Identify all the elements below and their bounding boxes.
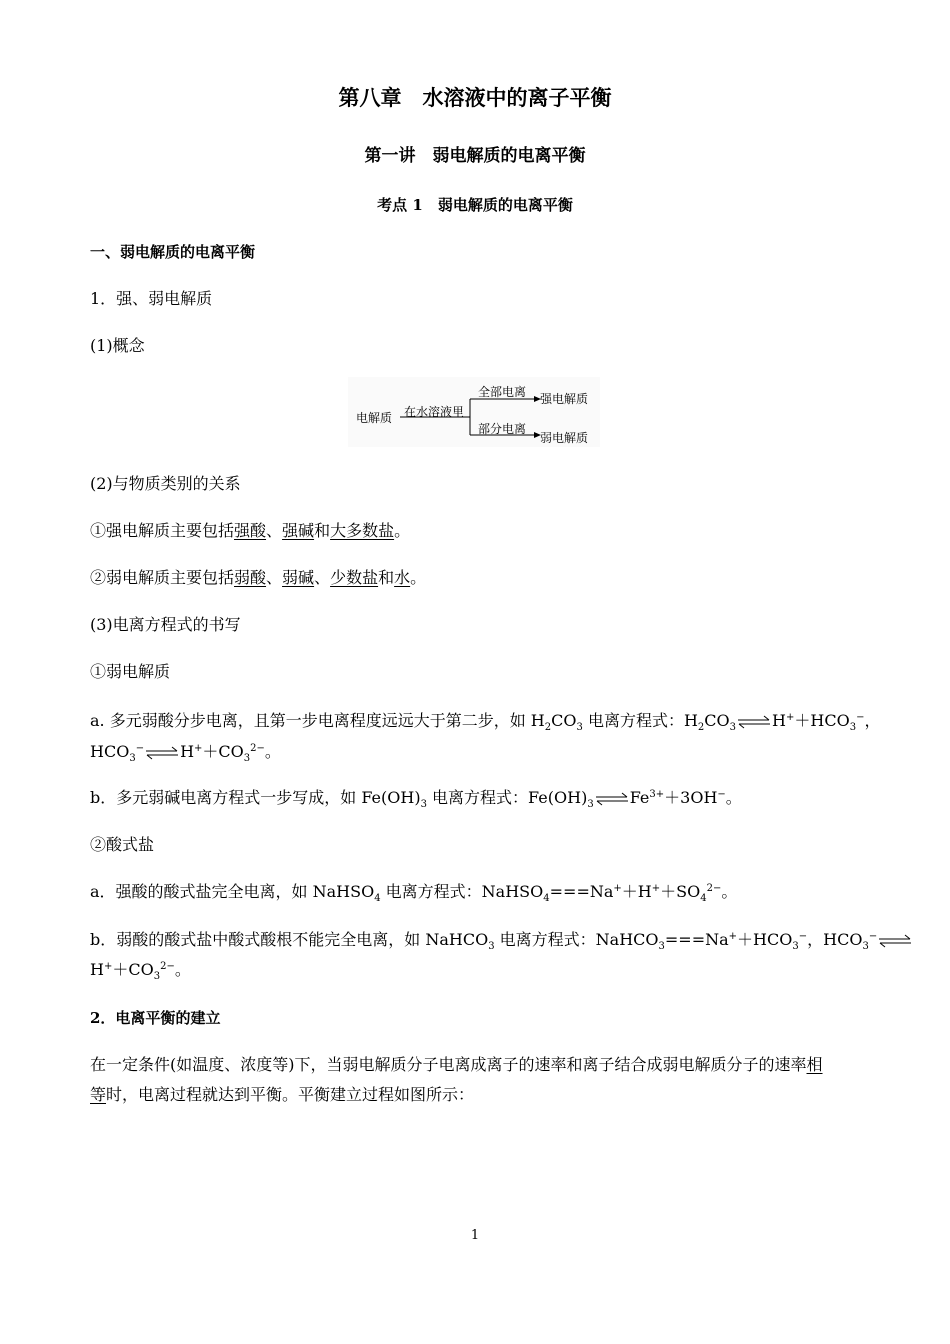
chapter-title: 第八章 水溶液中的离子平衡 bbox=[338, 85, 612, 110]
paragraph-line-1: 在一定条件(如温度、浓度等)下，当弱电解质分子电离成离子的速率和离子结合成弱电解质分子的速率相 bbox=[90, 1055, 823, 1074]
writing-heading: (3)电离方程式的书写 bbox=[90, 615, 241, 634]
paragraph-line-2: 等时，电离过程就达到平衡。平衡建立过程如图所示： bbox=[90, 1085, 475, 1104]
diagram-mid-label: 在水溶液里 bbox=[404, 405, 465, 419]
polybasic-base-line: b．多元弱碱电离方程式一步写成，如 $Fe(OH)_3$ 电离方程式：$Fe(OH)_3$ $Fe^{3+}+3OH^-$。 bbox=[90, 788, 742, 810]
answer-weak-acid: 弱酸 bbox=[234, 568, 267, 587]
point-title: 考点 1 弱电解质的电离平衡 bbox=[377, 196, 573, 214]
strong-electrolyte-line: ①强电解质主要包括强酸、强碱和大多数盐。 bbox=[90, 521, 411, 540]
weak-electrolyte-line: ②弱电解质主要包括弱酸、弱碱、少数盐和水。 bbox=[90, 568, 427, 587]
answer-equal-part2: 等 bbox=[90, 1085, 107, 1104]
polyprotic-acid-line-2: $HCO_3^-$ $H^++CO_3^{2-}$。 bbox=[90, 742, 281, 764]
relation-heading: (2)与物质类别的关系 bbox=[90, 474, 241, 493]
answer-water: 水 bbox=[394, 568, 411, 587]
polyprotic-acid-line: a. 多元弱酸分步电离，且第一步电离程度远远大于第二步，如 $H_2CO_3$ 电离方程式：$H_2CO_3$ $H^++HCO_3^-$， bbox=[90, 711, 881, 733]
diagram-top-result: 强电解质 bbox=[540, 392, 589, 406]
answer-few-salts: 少数盐 bbox=[330, 568, 379, 587]
answer-strong-base: 强碱 bbox=[282, 521, 315, 540]
lecture-title: 第一讲 弱电解质的电离平衡 bbox=[364, 146, 586, 166]
equilibrium-arrow-icon bbox=[595, 792, 629, 806]
weak-electrolyte-heading: ①弱电解质 bbox=[90, 662, 171, 681]
concept-heading: (1)概念 bbox=[90, 336, 145, 355]
strong-acid-salt-line: a．强酸的酸式盐完全电离，如 NaHSO$_4$ 电离方程式：$NaHSO_4===Na^++H^++SO_4^{2-}$。 bbox=[90, 882, 738, 904]
subsection-heading-2: 2．电离平衡的建立 bbox=[90, 1009, 221, 1027]
diagram-bottom-label: 部分电离 bbox=[478, 422, 527, 436]
equilibrium-arrow-icon bbox=[878, 934, 912, 948]
diagram-top-label: 全部电离 bbox=[478, 385, 527, 399]
section-heading: 一、弱电解质的电离平衡 bbox=[90, 243, 256, 261]
answer-strong-acid: 强酸 bbox=[234, 521, 267, 540]
equilibrium-arrow-icon bbox=[145, 746, 179, 760]
answer-weak-base: 弱碱 bbox=[282, 568, 315, 587]
diagram-bottom-result: 弱电解质 bbox=[540, 431, 589, 445]
diagram-left-label: 电解质 bbox=[356, 411, 393, 425]
subsection-heading: 1．强、弱电解质 bbox=[90, 289, 213, 308]
electrolyte-diagram bbox=[348, 377, 600, 447]
weak-acid-salt-line-2: $H^++CO_3^{2-}$。 bbox=[90, 960, 191, 982]
answer-equal-part1: 相 bbox=[806, 1055, 823, 1074]
acid-salt-heading: ②酸式盐 bbox=[90, 835, 155, 854]
answer-most-salts: 大多数盐 bbox=[330, 521, 395, 540]
page-number: 1 bbox=[470, 1228, 480, 1243]
equilibrium-arrow-icon bbox=[737, 715, 771, 729]
weak-acid-salt-line: b．弱酸的酸式盐中酸式酸根不能完全电离，如 NaHCO$_3$ 电离方程式：$NaHCO_3===Na^++HCO_3^-$，$HCO_3^-$ bbox=[90, 928, 860, 952]
